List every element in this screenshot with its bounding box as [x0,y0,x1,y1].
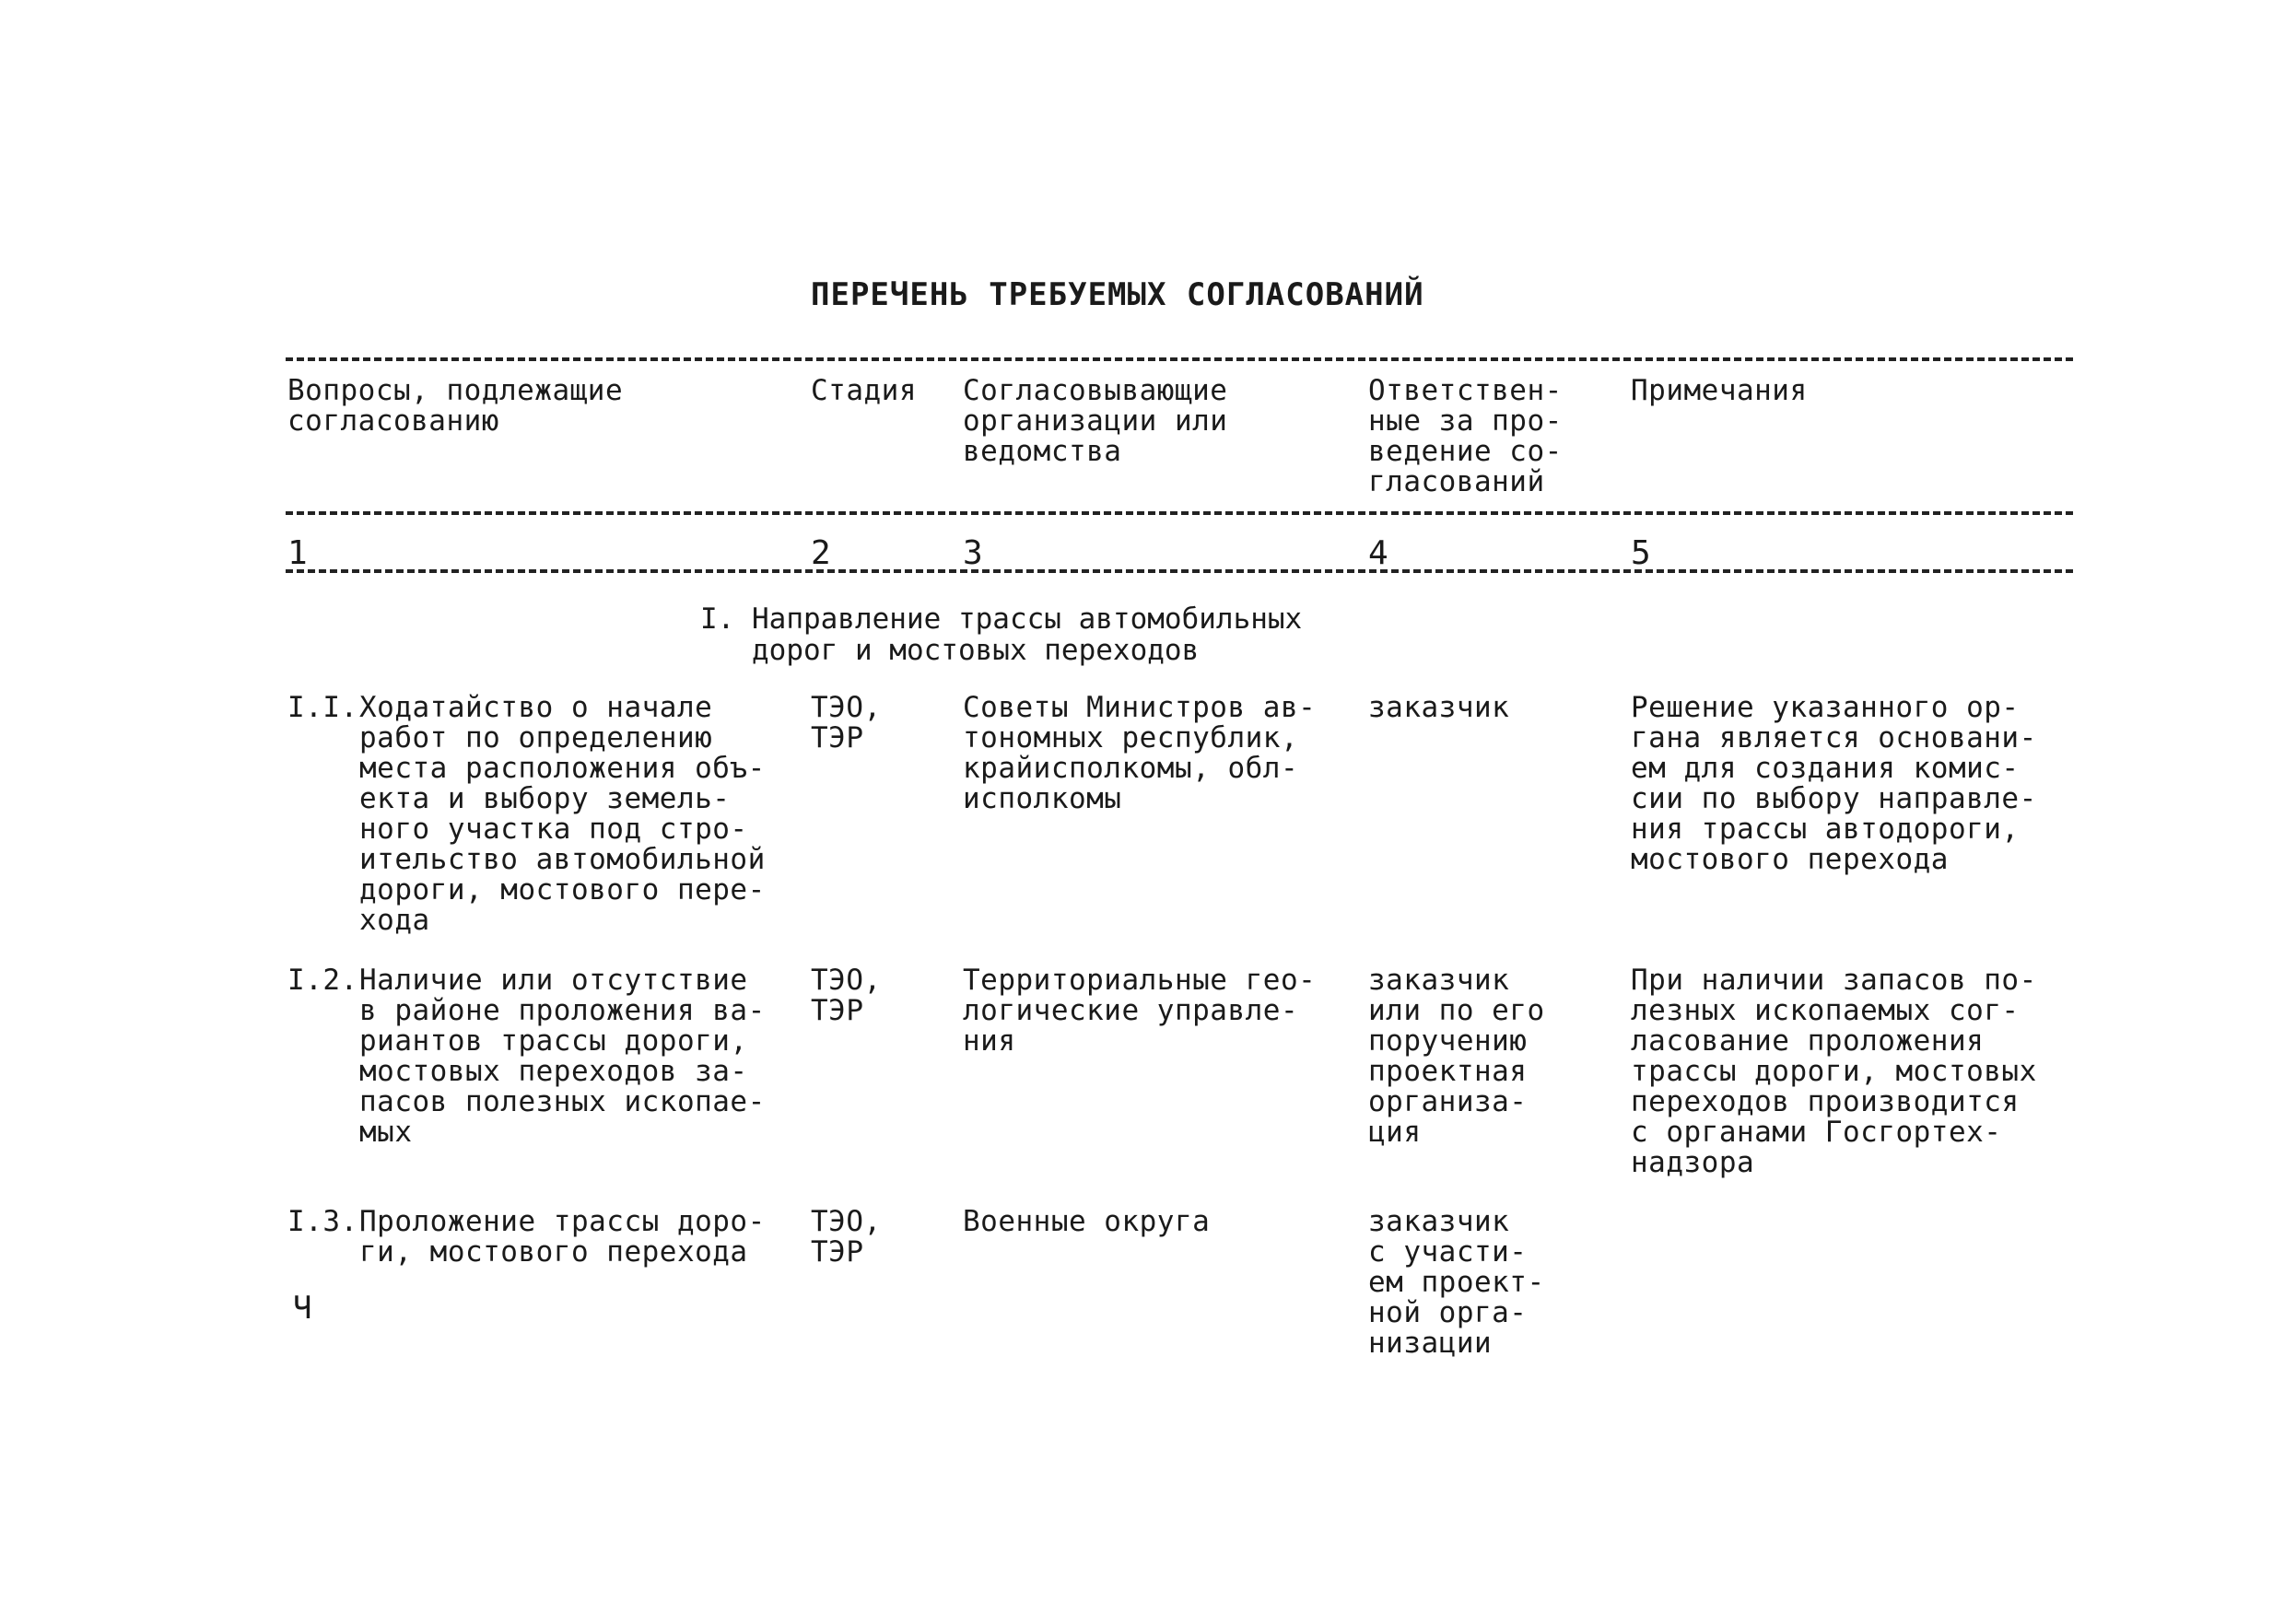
row-stage: ТЭО, ТЭР [811,964,882,1027]
row-notes: Решение указанного ор- гана является основани- ем для создания комис- сии по выбору направле- ния трассы автодороги, мостового перехода [1631,691,2037,876]
header-notes: Примечания [1631,374,1808,407]
row-question: Ходатайство о начале работ по определению места расположения объ- екта и выбору земель- ного участка под стро- ительство автомобильной дороги, мостового пере- хода [359,691,766,937]
header-top-rule [286,357,2073,361]
row-responsible: заказчик [1368,691,1510,724]
header-organizations: Согласовывающие организации или ведомства [963,374,1228,468]
row-number: I.2. [287,964,358,997]
row-organizations: Советы Министров ав- тономных республик, крайисполкомы, обл- исполкомы [963,691,1317,815]
column-number-4: 4 [1368,534,1388,572]
handwritten-mark: Ч [293,1290,312,1327]
row-stage: ТЭО, ТЭР [811,691,882,754]
row-responsible: заказчик или по его поручению проектная организа- ция [1368,964,1545,1149]
section-heading: I. Направление трассы автомобильных дорог и мостовых переходов [700,602,1303,667]
column-number-5: 5 [1631,534,1651,572]
row-question: Наличие или отсутствие в районе проложения ва- риантов трассы дороги, мостовых переходов за- пасов полезных ископае- мых [359,964,766,1149]
row-number: I.I. [287,691,358,724]
row-responsible: заказчик с участи- ем проект- ной орга- низации [1368,1205,1545,1360]
row-organizations: Военные округа [963,1205,1211,1238]
row-number: I.3. [287,1205,358,1238]
header-responsible: Ответствен- ные за про- ведение со- гласований [1368,374,1563,498]
column-numbers-rule [286,569,2073,573]
column-number-2: 2 [811,534,831,572]
row-organizations: Территориальные гео- логические управле- ния [963,964,1317,1058]
row-stage: ТЭО, ТЭР [811,1205,882,1269]
row-notes: При наличии запасов по- лезных ископаемых сог- ласование проложения трассы дороги, мостовых переходов производится с органами Госгортех- надзора [1631,964,2037,1179]
row-question: Проложение трассы доро- ги, мостового перехода [359,1205,766,1269]
column-number-1: 1 [287,534,308,572]
header-bottom-rule [286,511,2073,515]
header-questions: Вопросы, подлежащие согласованию [287,374,624,438]
header-stage: Стадия [811,374,917,407]
column-number-3: 3 [963,534,983,572]
page-title: ПЕРЕЧЕНЬ ТРЕБУЕМЫХ СОГЛАСОВАНИЙ [811,276,1424,313]
